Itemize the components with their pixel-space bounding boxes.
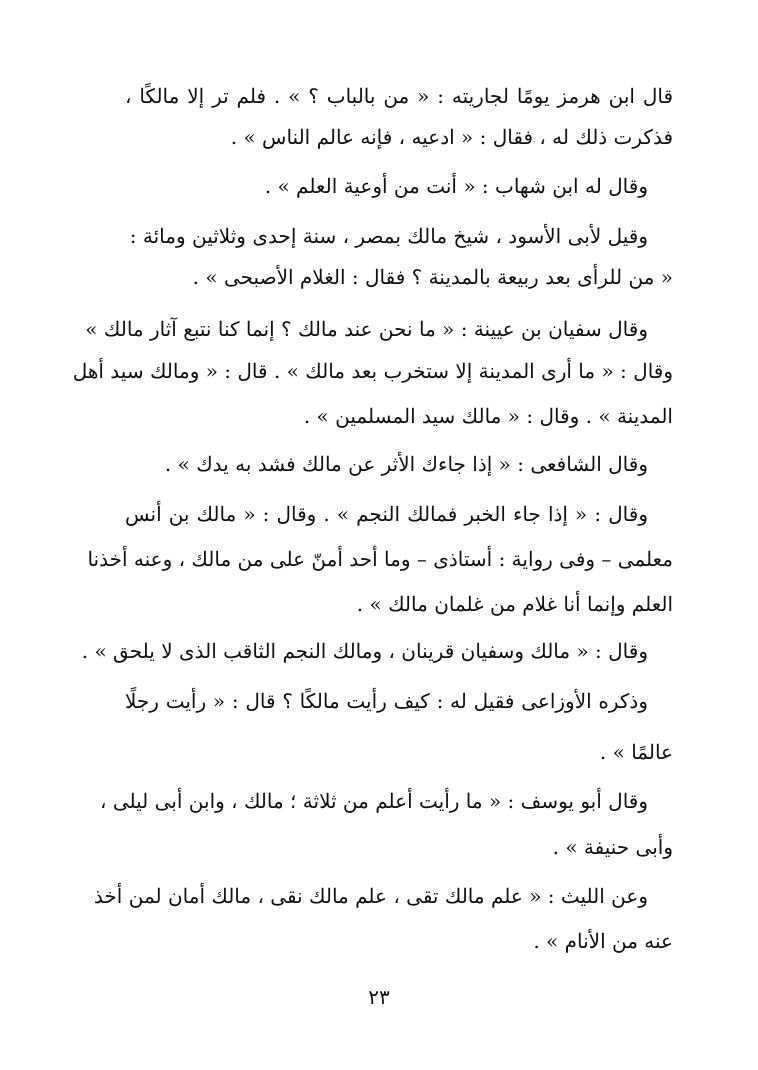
- text-line-13: وقال : « مالك وسفيان قرينان ، ومالك النجم الثاقب الذى لا يلحق » .: [81, 639, 648, 663]
- text-line-15: عالمًا » .: [599, 740, 673, 764]
- page-number: ٢٣: [368, 985, 390, 1009]
- text-line-10: وقال : « إذا جاء الخبر فمالك النجم » . وقال : « مالك بن أنس: [125, 502, 648, 526]
- text-line-12: العلم وإنما أنا غلام من غلمان مالك » .: [356, 592, 673, 616]
- text-line-7: وقال : « ما أرى المدينة إلا ستخرب بعد مالك » . قال : « ومالك سيد أهل: [72, 359, 673, 383]
- text-line-4: وقيل لأبى الأسود ، شيخ مالك بمصر ، سنة إحدى وثلاثين ومائة :: [129, 224, 648, 248]
- text-line-8: المدينة » . وقال : « مالك سيد المسلمين » .: [303, 404, 673, 428]
- text-line-2: فذكرت ذلك له ، فقال : « ادعيه ، فإنه عالم الناس » .: [230, 125, 673, 149]
- text-line-6: وقال سفيان بن عيينة : « ما نحن عند مالك ؟ إنما كنا نتبع آثار مالك »: [85, 317, 648, 341]
- text-line-5: « من للرأى بعد ربيعة بالمدينة ؟ فقال : الغلام الأصبحى » .: [192, 265, 673, 289]
- text-line-9: وقال الشافعى : « إذا جاءك الأثر عن مالك فشد به يدك » .: [164, 452, 648, 476]
- text-line-1: قال ابن هرمز يومًا لجاريته : « من بالباب ؟ » . فلم تر إلا مالكًا ،: [125, 84, 673, 108]
- text-line-16: وقال أبو يوسف : « ما رأيت أعلم من ثلاثة ؛ مالك ، وابن أبى ليلى ،: [100, 789, 648, 813]
- text-line-11: معلمى – وفى رواية : أستاذى – وما أحد أمنّ على من مالك ، وعنه أخذنا: [87, 547, 673, 571]
- text-line-14: وذكره الأوزاعى فقيل له : كيف رأيت مالكًا ؟ قال : « رأيت رجلًا: [125, 689, 648, 713]
- text-line-3: وقال له ابن شهاب : « أنت من أوعية العلم » .: [264, 174, 648, 198]
- text-line-19: عنه من الأنام » .: [533, 929, 673, 953]
- text-line-18: وعن الليث : « علم مالك تقى ، علم مالك نقى ، مالك أمان لمن أخذ: [93, 884, 648, 908]
- text-line-17: وأبى حنيفة » .: [552, 835, 673, 859]
